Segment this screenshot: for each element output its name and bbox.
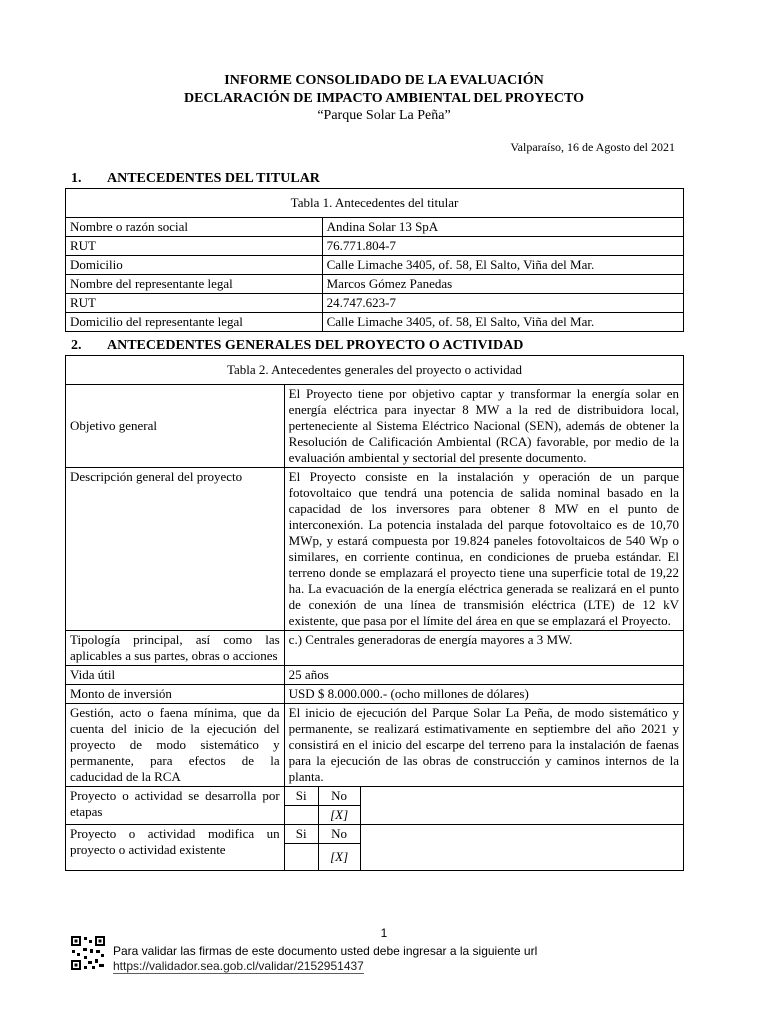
table-row: RUT 24.747.623-7 (66, 294, 684, 313)
table-row: RUT 76.771.804-7 (66, 237, 684, 256)
section-1-heading: 1. ANTECEDENTES DEL TITULAR (71, 171, 320, 186)
table-row: Domicilio del representante legal Calle Limache 3405, of. 58, El Salto, Viña del Mar. (66, 313, 684, 332)
page-number: 1 (380, 926, 388, 940)
table-caption: Tabla 1. Antecedentes del titular (66, 189, 684, 218)
table-row: Descripción general del proyecto El Proyecto consiste en la instalación y operación de un parque fotovoltaico que tendrá una potencia de salida nominal basado en la capacidad de los inversores para obtener 8 MW en el punto de interconexión. La potencia instalada del parque fotovoltaico es de 10,70 MWp, y estará compuesta por 19.824 paneles fotovoltaicos de 540 Wp o similares, en corriente continua, en condiciones de prueba estándar. El terreno donde se emplazará el proyecto tiene una superficie total de 19,22 ha. La evacuación de la energía eléctrica generada se realizará en el punto de conexión de una línea de transmisión eléctrica (LTE) de 12 kV existente, que pasa por el límite del área en que se emplazará el Proyecto. (66, 468, 684, 631)
checkbox-mark: [X] (318, 844, 360, 871)
table-row: Proyecto o actividad modifica un proyecto o actividad existente Si No (66, 825, 684, 844)
table-row: Objetivo general El Proyecto tiene por objetivo captar y transformar la energía solar en energía eléctrica para inyectar 8 MW a la red de distribuidora local, perteneciente al Sistema Eléctrico Nacional (SEN), además de obtener la Resolución de Calificación Ambiental (RCA) favorable, por medio de la evaluación ambiental y sectorial del presente documento. (66, 385, 684, 468)
validation-note: Para validar las firmas de este documento usted debe ingresar a la siguiente url https://validador.sea.gob.cl/validar/2152951437 (113, 944, 538, 973)
table-antecedentes-proyecto (65, 355, 684, 871)
checkbox-mark: [X] (318, 806, 360, 825)
report-title-line2: DECLARACIÓN DE IMPACTO AMBIENTAL DEL PROYECTO (184, 91, 584, 106)
table-row: Proyecto o actividad se desarrolla por etapas Si No (66, 787, 684, 806)
table-row: Vida útil 25 años (66, 666, 684, 685)
table-antecedentes-titular (65, 188, 684, 332)
table-row: Monto de inversión USD $ 8.000.000.- (ocho millones de dólares) (66, 685, 684, 704)
table-row: Domicilio Calle Limache 3405, of. 58, El Salto, Viña del Mar. (66, 256, 684, 275)
project-name: “Parque Solar La Peña” (317, 108, 451, 123)
document-date: Valparaíso, 16 de Agosto del 2021 (510, 140, 675, 154)
table-row: Nombre o razón social Andina Solar 13 SpA (66, 218, 684, 237)
table-caption: Tabla 2. Antecedentes generales del proyecto o actividad (66, 356, 684, 385)
section-2-heading: 2. ANTECEDENTES GENERALES DEL PROYECTO O ACTIVIDAD (71, 338, 524, 353)
validation-link[interactable]: https://validador.sea.gob.cl/validar/2152951437 (113, 959, 364, 973)
table-row: Tipología principal, así como las aplicables a sus partes, obras o acciones c.) Centrales generadoras de energía mayores a 3 MW. (66, 631, 684, 666)
table-row: Nombre del representante legal Marcos Gómez Panedas (66, 275, 684, 294)
report-title-line1: INFORME CONSOLIDADO DE LA EVALUACIÓN (224, 73, 544, 88)
table-row: Gestión, acto o faena mínima, que da cuenta del inicio de la ejecución del proyecto de modo sistemático y permanente, para efectos de la caducidad de la RCA El inicio de ejecución del Parque Solar La Peña, de modo sistemático y permanente, se realizará estimativamente en septiembre del año 2021 y consistirá en el inicio del escarpe del terreno para la instalación de faenas para la ejecución de las obras de construcción y caminos internos de la planta. (66, 704, 684, 787)
qr-code-icon (70, 935, 106, 971)
